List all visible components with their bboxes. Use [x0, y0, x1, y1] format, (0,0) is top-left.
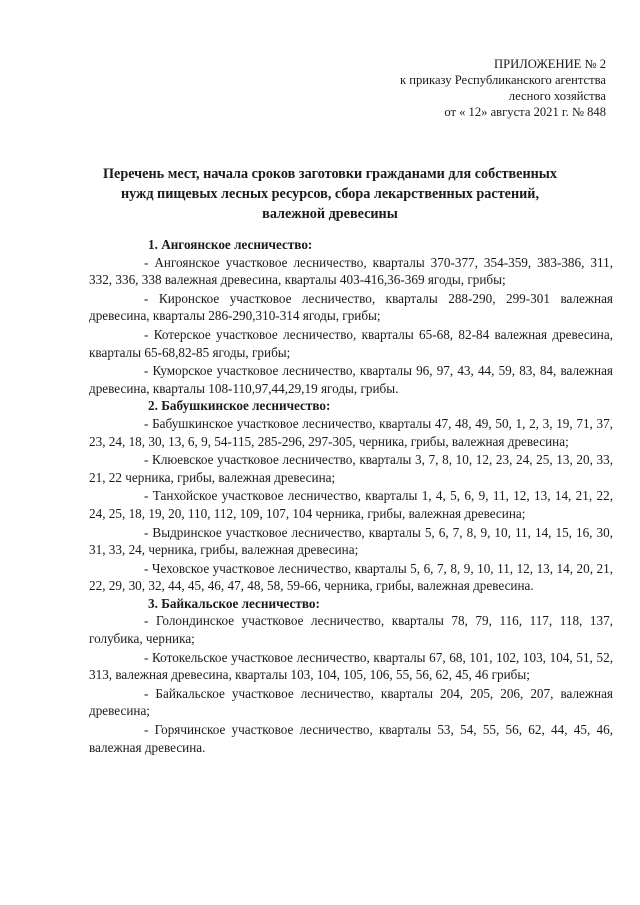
annex-label: ПРИЛОЖЕНИЕ № 2 [494, 57, 606, 71]
annex-agency: лесного хозяйства [508, 89, 606, 103]
list-item: - Котерское участковое лесничество, кварталы 65-68, 82-84 валежная древесина, кварталы 65-68,82-85 ягоды, грибы; [89, 326, 613, 360]
list-item: - Танхойское участковое лесничество, кварталы 1, 4, 5, 6, 9, 11, 12, 13, 14, 21, 22, 24, 25, 18, 19, 20, 110, 112, 109, 107, 104 черника, грибы, валежная древесина; [89, 488, 613, 521]
annex-order-ref: к приказу Республиканского агентства [400, 73, 606, 87]
list-item: - Котокельское участковое лесничество, кварталы 67, 68, 101, 102, 103, 104, 51, 52, 313, валежная древесина, кварталы 103, 104, 105, 106, 55, 56, 62, 45, 46 грибы; [89, 649, 613, 683]
document-title [80, 164, 580, 224]
list-item: - Байкальское участковое лесничество, кварталы 204, 205, 206, 207, валежная древесина; [89, 685, 613, 719]
section-heading: 1. Ангоянское лесничество: [148, 237, 313, 252]
section-heading: 3. Байкальское лесничество: [148, 595, 320, 611]
section-babushkinskoe [89, 397, 613, 595]
section-baikalskoe [89, 595, 613, 756]
list-item: - Ангоянское участковое лесничество, кварталы 370-377, 354-359, 383-386, 311, 332, 336, 338 валежная древесина, кварталы 403-416,36-369 ягоды, грибы; [89, 254, 613, 288]
title-line-3: валежной древесины [262, 206, 398, 222]
list-item: - Киронское участковое лесничество, кварталы 288-290, 299-301 валежная древесина, кварталы 286-290,310-314 ягоды, грибы; [89, 290, 613, 324]
list-item: - Бабушкинское участковое лесничество, кварталы 47, 48, 49, 50, 1, 2, 3, 19, 71, 37, 23, 24, 18, 30, 13, 6, 9, 54-115, 285-296, 297-305, черника, грибы, валежная древесина; [89, 415, 613, 449]
annex-header [306, 56, 606, 120]
section-angoyanskoe [89, 236, 613, 397]
section-heading: 2. Бабушкинское лесничество: [148, 398, 331, 414]
title-line-1: Перечень мест, начала сроков заготовки гражданами для собственных [103, 166, 557, 182]
title-line-2: нужд пищевых лесных ресурсов, сбора лекарственных растений, [120, 186, 540, 202]
list-item: - Чеховское участковое лесничество, кварталы 5, 6, 7, 8, 9, 10, 11, 12, 13, 14, 20, 21, 22, 29, 30, 32, 44, 45, 46, 47, 48, 58, 59-66, черника, грибы, валежная древесина. [89, 560, 613, 594]
list-item: - Клюевское участковое лесничество, кварталы 3, 7, 8, 10, 12, 23, 24, 25, 13, 20, 33, 21, 22 черника, грибы, валежная древесина; [89, 452, 613, 485]
list-item: - Голондинское участковое лесничество, кварталы 78, 79, 116, 117, 118, 137, голубика, черника; [89, 613, 613, 647]
document-body [89, 236, 613, 756]
list-item: - Выдринское участковое лесничество, кварталы 5, 6, 7, 8, 9, 10, 11, 14, 15, 16, 30, 31, 33, 24, черника, грибы, валежная древесина; [89, 524, 613, 558]
annex-date-number: от « 12» августа 2021 г. № 848 [444, 105, 606, 119]
list-item: - Горячинское участковое лесничество, кварталы 53, 54, 55, 56, 62, 44, 45, 46, валежная древесина. [89, 722, 613, 755]
list-item: - Куморское участковое лесничество, кварталы 96, 97, 43, 44, 59, 83, 84, валежная древесина, кварталы 108-110,97,44,29,19 ягоды, грибы. [89, 363, 613, 396]
